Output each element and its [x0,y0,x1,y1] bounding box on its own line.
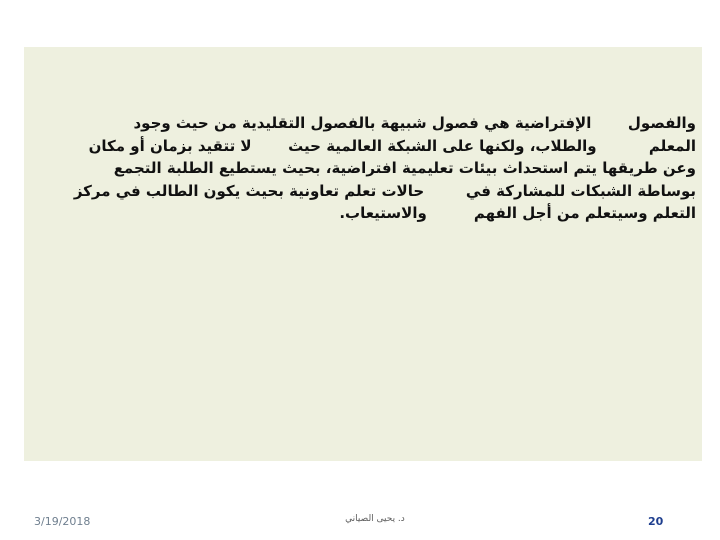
body-text-line: المعلم والطلاب، ولكنها على الشبكة العالمية حيث لا تتقيد بزمان أو مكان [88,136,696,155]
body-text-line: التعلم وسيتعلم من أجل الفهم والاستيعاب. [339,204,696,222]
body-text-line: بوساطة الشبكات للمشاركة في حالات تعلم تعاونية بحيث يكون الطالب في مركز [73,181,696,200]
footer-date: 3/19/2018 [34,515,91,528]
slide-content-panel [24,47,702,461]
body-text-line: وعن طريقها يتم استحداث بيئات تعليمية افتراضية، بحيث يستطيع الطلبة التجمع [113,159,696,177]
slide-page-number: 20 [648,515,664,528]
body-text-line: والفصول الإفتراضية هي فصول شبيهة بالفصول التقليدية من حيث وجود [133,114,696,132]
slide-body-text [40,112,696,225]
footer-author: د. يحيى الصياني [345,514,405,524]
